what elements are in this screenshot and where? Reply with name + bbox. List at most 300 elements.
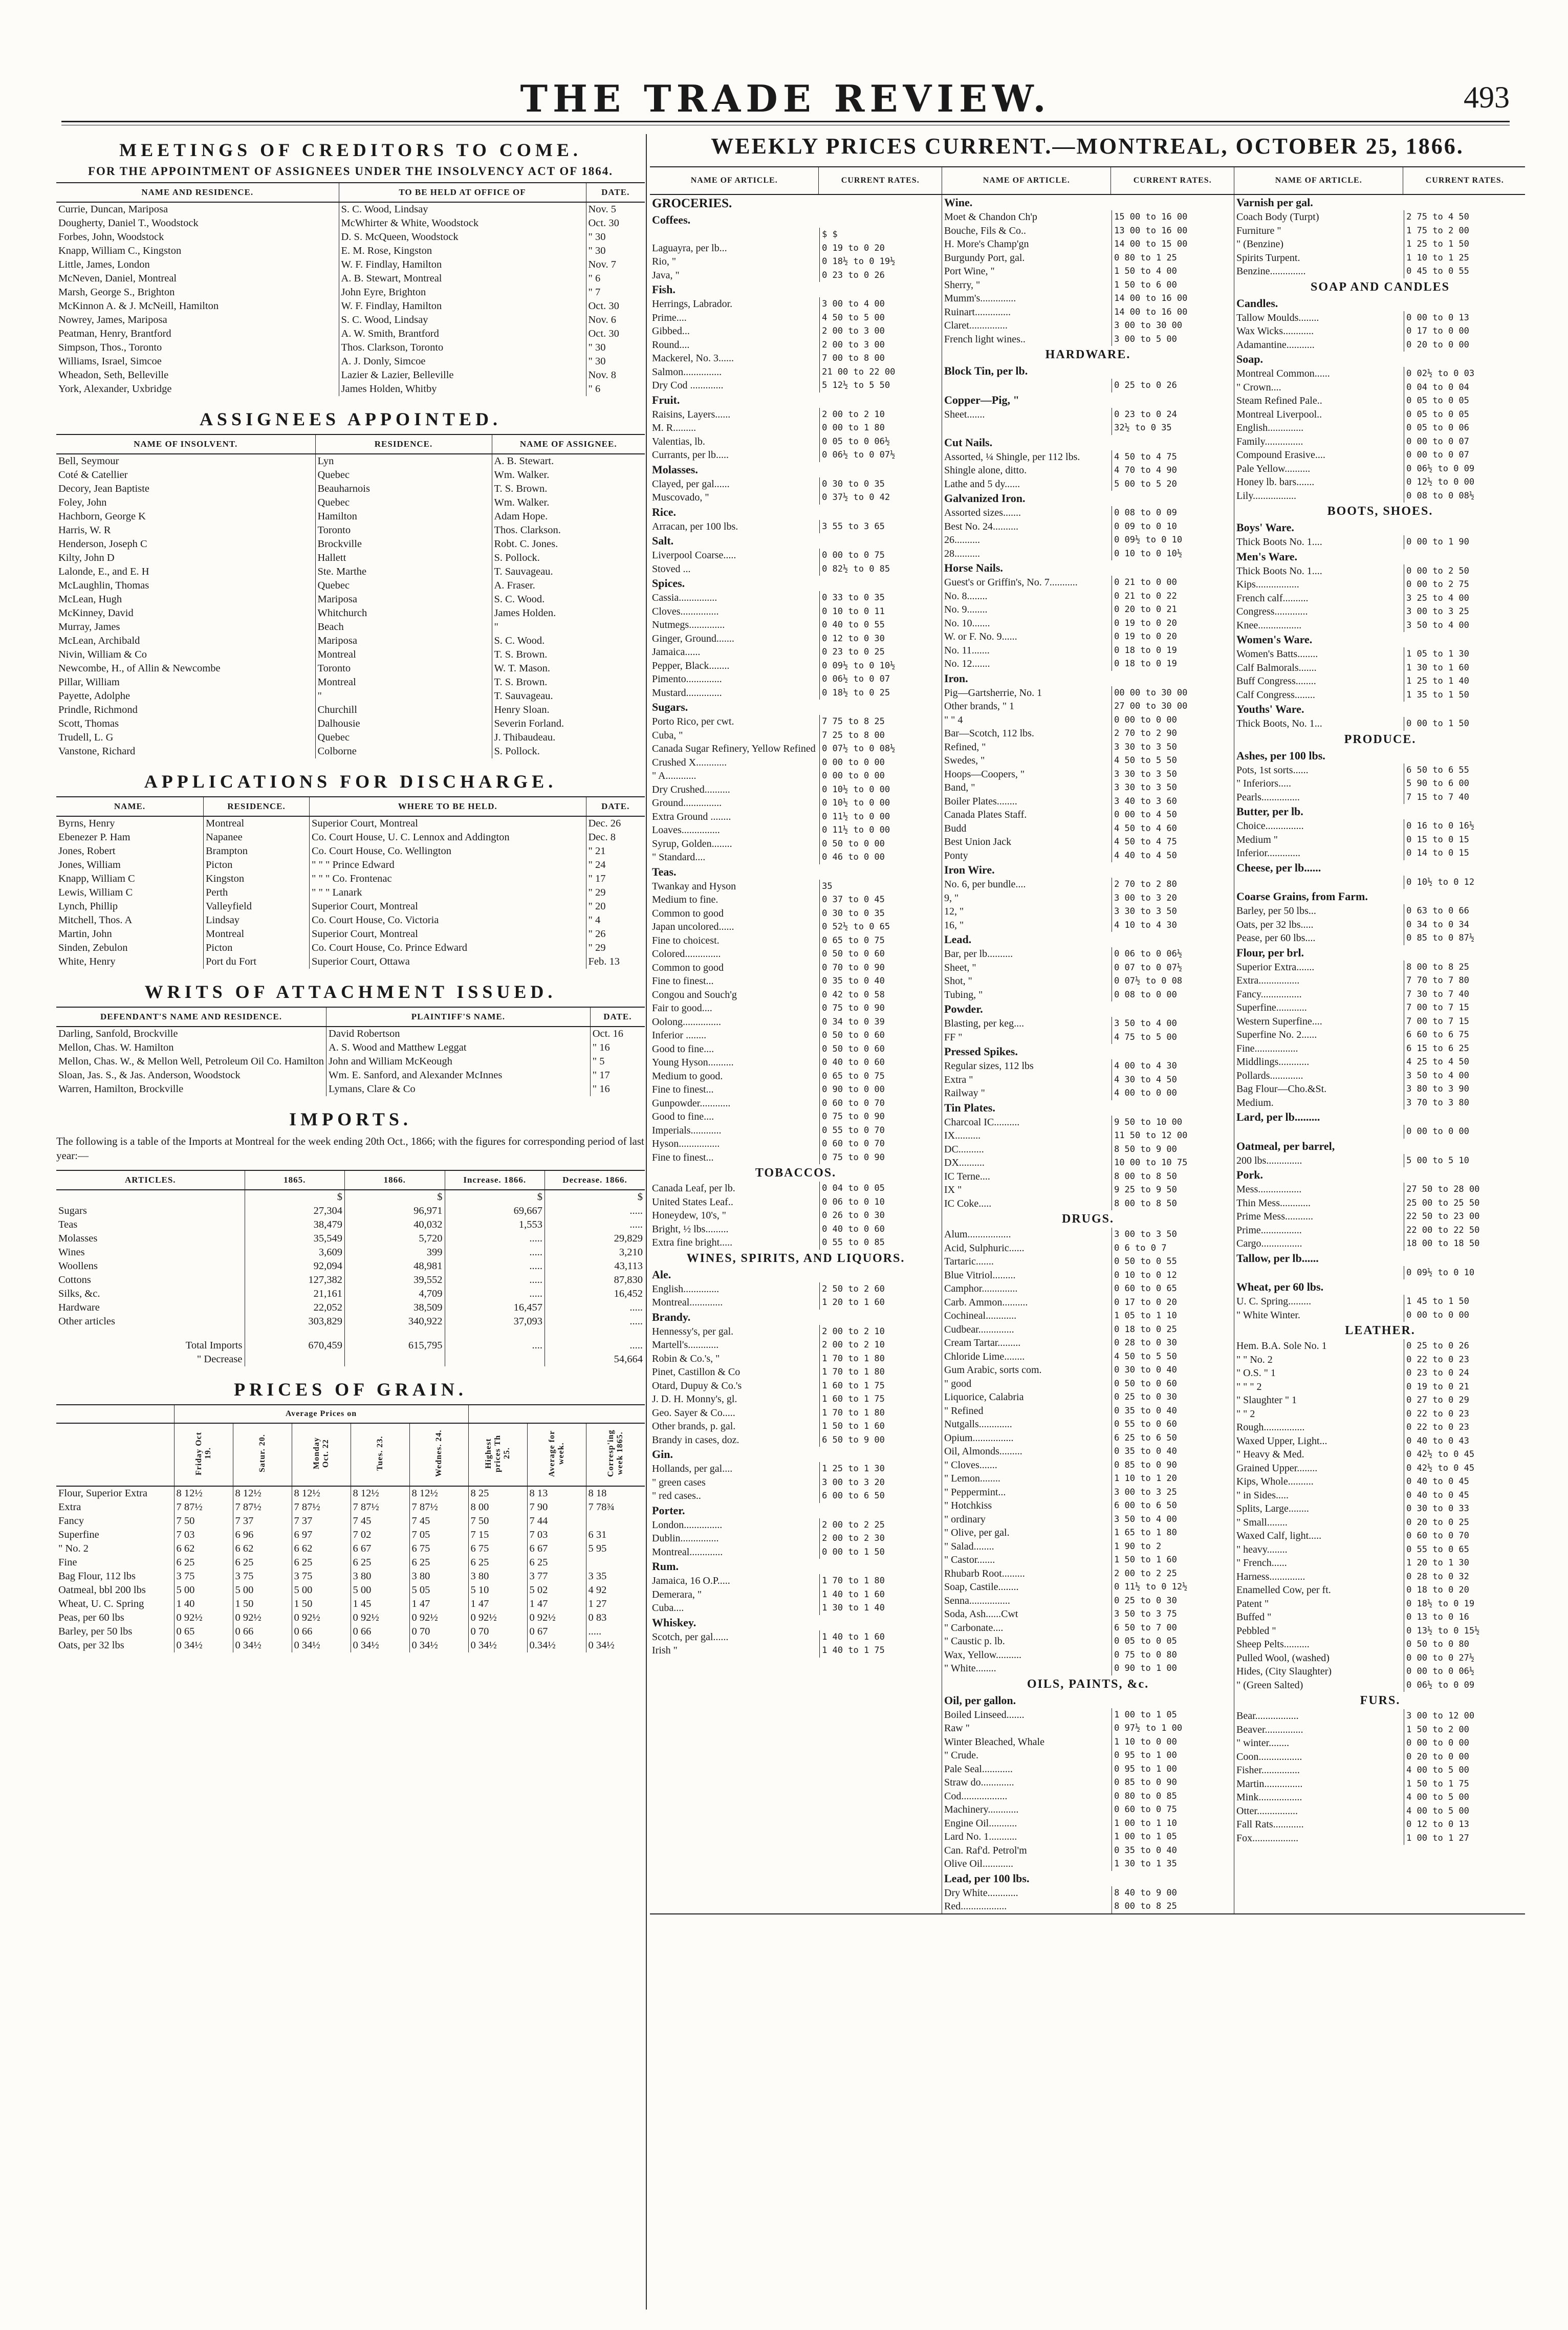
price-rate: 0 45 to 0 55 [1404,265,1525,278]
price-rate: 0 35 to 0 40 [1112,1844,1234,1858]
price-rate: 7 00 to 7 15 [1404,1001,1525,1015]
imports-decrease-cell [445,1353,545,1366]
meetings-subtitle: FOR THE APPOINTMENT OF ASSIGNEES UNDER THE INSOLVENCY ACT OF 1864. [88,165,613,178]
price-article: Crushed X............ [652,756,727,768]
grain-title: PRICES OF GRAIN. [234,1379,467,1400]
page-header [61,77,1510,118]
price-row [942,644,1234,658]
price-subcategory: Fruit. [652,393,680,406]
price-subcategory: Spices. [652,577,685,590]
price-row [650,1282,942,1296]
grain-cell [586,1556,645,1570]
price-row [1234,1462,1525,1475]
grain-cell: 6 75 [409,1542,468,1556]
price-row [650,742,942,756]
price-article: IC Terne.... [944,1170,990,1182]
price-rate: 0 05 to 0 06½ [819,435,942,449]
meetings-cell: Oct. 30 [586,299,645,313]
price-rate: 0 50 to 0 60 [819,947,942,961]
price-rate: 3 50 to 4 00 [1112,1017,1234,1031]
price-rate: 14 00 to 16 00 [1112,292,1234,306]
price-article: English.............. [652,1283,720,1295]
price-rate: 0 20 to 0 25 [1404,1516,1525,1530]
imports-cell: 3,609 [245,1246,345,1259]
price-rate: 0 25 to 0 30 [1112,1390,1234,1404]
price-article: H. More's Champ'gn [944,238,1029,250]
price-rate: 1 50 to 1 60 [1112,1553,1234,1567]
price-article: Cuba.... [652,1602,684,1614]
price-row [942,1296,1234,1310]
price-article: 16, " [944,919,964,931]
price-article: " O.S. " 1 [1236,1367,1276,1379]
price-rate: 0 06½ to 0 07½ [819,448,942,462]
assignees-cell: Mariposa [315,593,492,606]
meetings-row [56,355,645,368]
price-row [650,352,942,365]
discharge-table [56,796,645,969]
price-row [1234,1502,1525,1516]
grain-col-label: Wednes. 24. [434,1429,443,1477]
price-rate: 0 97½ to 1 00 [1112,1722,1234,1735]
price-rate: 0 22 to 0 23 [1404,1353,1525,1367]
imports-total-cell: 615,795 [345,1329,445,1353]
imports-decrease-cell [345,1353,445,1366]
price-row [942,1183,1234,1197]
meetings-cell: Nov. 5 [586,202,645,216]
price-rate: 0 18½ to 0 19 [1404,1597,1525,1611]
price-row [942,408,1234,422]
imports-row [56,1315,645,1329]
price-rate: 0 20 to 0 00 [1404,338,1525,352]
price-rate: 0 07½ to 0 08½ [819,742,942,756]
price-rate: 1 50 to 4 00 [1112,265,1234,278]
price-subcategory: Fish. [652,283,676,296]
price-subcategory: Women's Ware. [1236,633,1313,646]
writs-cell: " 16 [590,1041,645,1055]
price-rate: 1 50 to 2 00 [1404,1723,1525,1737]
price-rate: 0 00 to 1 90 [1404,535,1525,549]
meetings-cell: Dougherty, Daniel T., Woodstock [58,217,199,229]
discharge-section [56,771,645,969]
assignees-cell: T. S. Brown. [492,676,645,689]
price-rate: 8 00 to 8 25 [1404,961,1525,974]
price-row [1234,833,1525,847]
discharge-cell: Co. Court House, Co. Victoria [310,913,586,927]
price-rate: 0 65 to 0 75 [819,934,942,948]
price-rate: 11 50 to 12 00 [1112,1129,1234,1143]
imports-cell: 96,971 [345,1204,445,1218]
price-article: " White Winter. [1236,1309,1300,1321]
assignees-cell: J. Thibaudeau. [492,731,645,745]
price-article: Pearls............... [1236,791,1300,803]
price-row [1234,1183,1525,1196]
price-article: Harness.............. [1236,1571,1305,1582]
price-rate: 0 17 to 0 00 [1404,324,1525,338]
price-article: Honeydew, 10's, " [652,1210,726,1221]
price-row [650,365,942,379]
price-row [650,632,942,646]
price-row [942,590,1234,603]
price-row [650,1209,942,1223]
grain-cell: 7 05 [409,1528,468,1542]
price-rate: 0 25 to 0 26 [1112,379,1234,393]
price-row [942,319,1234,333]
price-article: " White........ [944,1663,996,1674]
price-article: Medium to fine. [652,894,718,905]
price-rate: 7 75 to 8 25 [819,715,942,729]
price-article: " (Benzine) [1236,238,1284,250]
price-rate: 7 15 to 7 40 [1404,791,1525,804]
assignees-row [56,579,645,593]
price-row [650,1124,942,1138]
grain-cell: 6 25 [527,1556,586,1570]
price-row [1234,578,1525,592]
price-row [942,1418,1234,1431]
price-article: Benzine.............. [1236,266,1306,277]
price-article: Good to fine.... [652,1111,714,1122]
price-row [942,1594,1234,1608]
price-article: Extra " [944,1074,973,1085]
price-article: " Crude. [944,1750,979,1761]
price-row [650,715,942,729]
price-article: Splits, Large........ [1236,1503,1309,1514]
imports-decrease-cell: 54,664 [545,1353,645,1366]
price-row [942,1017,1234,1031]
price-article: Sheep Pelts.......... [1236,1639,1310,1650]
imports-table [56,1170,645,1366]
assignees-cell: Payette, Adolphe [58,690,130,702]
assignees-cell: Decory, Jean Baptiste [58,483,149,494]
assignees-cell: Scott, Thomas [58,718,119,729]
assignees-cell: McLean, Archibald [58,635,140,646]
assignees-cell: A. Fraser. [492,579,645,593]
meetings-cell: John Eyre, Brighton [339,286,586,299]
price-subcategory: Iron Wire. [944,863,995,876]
price-row [1234,1570,1525,1584]
discharge-cell: Superior Court, Montreal [310,816,586,831]
price-rate: 0 11½ to 0 00 [819,823,942,837]
discharge-row [56,831,645,844]
price-category: PRODUCE. [1344,732,1417,746]
price-article: Pepper, Black........ [652,660,730,671]
grain-cell: 3 75 [174,1570,233,1583]
price-article: Prime.... [652,312,687,323]
price-article: Lily................. [1236,490,1297,502]
price-rate: 3 70 to 3 80 [1404,1096,1525,1110]
price-article: Buff Congress........ [1236,676,1316,687]
grain-cell: 7 03 [527,1528,586,1542]
imports-cell: 40,032 [345,1218,445,1232]
prices-column-header [650,167,942,195]
price-row [1234,311,1525,325]
price-rate: 4 00 to 4 30 [1112,1059,1234,1073]
price-subcategory: Iron. [944,671,968,685]
price-row [942,822,1234,836]
price-row [650,421,942,435]
price-row [650,1195,942,1209]
price-row [1234,619,1525,633]
price-rate: 0 06½ to 0 09 [1404,1679,1525,1692]
price-row [650,796,942,810]
price-row [1234,1266,1525,1280]
price-subcategory: Teas. [652,865,677,878]
grain-col-header [586,1423,645,1486]
price-rate: 0 11½ to 0 00 [819,810,942,824]
meetings-cell: S. C. Wood, Lindsay [339,202,586,216]
assignees-col-header: NAME OF INSOLVENT. [56,434,315,454]
price-rate: 0 34 to 0 34 [1404,918,1525,932]
price-rate: 0 75 to 0 80 [1112,1648,1234,1662]
price-rate: 7 00 to 8 00 [819,352,942,365]
price-rate: 32½ to 0 35 [1112,421,1234,435]
price-article: Wax Wicks............ [1236,325,1314,337]
price-rate: 3 50 to 4 00 [1404,619,1525,633]
assignees-cell: Prindle, Richmond [58,704,138,715]
grain-cell: 3 75 [292,1570,351,1583]
price-article: Spirits Turpent. [1236,252,1300,264]
price-rate: 0 63 to 0 66 [1404,904,1525,918]
price-rate: 0 23 to 0 25 [819,645,942,659]
price-rate: $ $ [819,228,942,242]
grain-cell: 8 25 [468,1486,527,1500]
grain-cell: 6 25 [233,1556,292,1570]
imports-total-cell: 670,459 [245,1329,345,1353]
price-row [1234,1353,1525,1367]
price-row [942,265,1234,278]
price-article: Fine to finest... [652,975,714,987]
price-row [650,618,942,632]
grain-cell: 3 80 [468,1570,527,1583]
price-article: No. 10....... [944,617,990,629]
grain-cell: 7 37 [233,1514,292,1528]
price-subcategory: Rum. [652,1560,679,1573]
price-article: Thick Boots, No. 1... [1236,718,1322,729]
meetings-row [56,230,645,244]
price-row [650,255,942,269]
imports-cell: 48,981 [345,1259,445,1273]
price-article: Hollands, per gal.... [652,1463,733,1474]
price-row [942,1269,1234,1282]
grain-cell: 0 34½ [468,1639,527,1652]
grain-cell: Fine [58,1557,77,1568]
grain-row [56,1542,645,1556]
price-rate: 0 35 to 0 40 [1112,1445,1234,1458]
meetings-section [56,139,645,396]
meetings-cell: James Holden, Whitby [339,382,586,396]
assignees-row [56,565,645,579]
prices-column [942,167,1234,1913]
left-column [56,133,645,2315]
grain-cell: 3 80 [351,1570,409,1583]
price-row [1234,1543,1525,1557]
price-rate: 8 00 to 8 25 [1112,1900,1234,1913]
price-row [650,338,942,352]
price-row [1234,1804,1525,1818]
price-article [942,379,1112,393]
price-article: Nutgalls............. [944,1419,1012,1430]
price-article: Ruinart.............. [944,306,1011,318]
price-article: Oil, Almonds......... [944,1446,1022,1457]
meetings-cell: A. W. Smith, Brantford [339,327,586,341]
discharge-cell: Co. Court House, Co. Prince Edward [310,941,586,955]
price-row [942,547,1234,561]
price-row [1234,1237,1525,1251]
price-row [650,729,942,743]
price-article: Winter Bleached, Whale [944,1736,1044,1748]
meetings-row [56,299,645,313]
price-rate: 4 50 to 5 00 [819,311,942,325]
prices-column-header [1234,167,1525,195]
price-article: Colored.............. [652,948,721,960]
grain-row [56,1500,645,1514]
price-row [942,1377,1234,1391]
price-row [942,1735,1234,1749]
grain-cell: 6 67 [351,1542,409,1556]
price-rate: 0 09½ to 0 10 [1112,533,1234,547]
price-rate: 4 00 to 5 00 [1404,1791,1525,1804]
price-article: Middlings............ [1236,1056,1310,1068]
grain-cell: " No. 2 [58,1543,89,1554]
price-row [1234,421,1525,435]
price-article: United States Leaf.. [652,1196,733,1208]
prices-current-table [650,166,1525,1914]
price-row [1234,1015,1525,1029]
price-article: Currants, per lb..... [652,449,729,461]
price-article: Boiler Plates........ [944,795,1017,807]
assignees-cell: Beauharnois [315,482,492,496]
price-rate: 4 00 to 5 00 [1404,1804,1525,1818]
meetings-col-header: DATE. [586,183,645,202]
price-rate: 1 40 to 1 75 [819,1644,942,1658]
grain-row [56,1625,645,1639]
price-row [650,1042,942,1056]
assignees-cell: Kilty, John D [58,552,115,563]
price-row [942,506,1234,520]
assignees-cell: McLaughlin, Thomas [58,580,149,591]
price-rate: 1 10 to 1 20 [1112,1472,1234,1486]
grain-cell: 8 12½ [233,1486,292,1500]
meetings-cell: S. C. Wood, Lindsay [339,313,586,327]
imports-row [56,1218,645,1232]
price-row [1234,1638,1525,1651]
price-rate: 7 00 to 7 15 [1404,1015,1525,1029]
discharge-cell: Montreal [204,927,310,941]
price-article: Coon................. [1236,1751,1302,1762]
imports-currency-row [56,1190,645,1204]
price-article: Fancy................ [1236,988,1302,1000]
imports-row [56,1287,645,1301]
price-row [650,961,942,975]
price-article: Bear................. [1236,1710,1299,1722]
grain-cell: 5 02 [527,1583,586,1597]
assignees-cell: Mariposa [315,634,492,648]
price-rate: 0 35 to 0 40 [1112,1404,1234,1418]
grain-row [56,1528,645,1542]
grain-cell: 0 66 [292,1625,351,1639]
prices-name-header: NAME OF ARTICLE. [983,176,1070,185]
grain-cell: 0 92½ [409,1611,468,1625]
price-article: IX.......... [944,1130,981,1141]
price-category: GROCERIES. [652,197,732,210]
grain-cell: 6 97 [292,1528,351,1542]
price-row [942,700,1234,713]
grain-col-label: Corresp'ing week 1865. [606,1429,624,1477]
price-article: Refined, " [944,741,986,753]
price-rate: 0 37½ to 0 42 [819,491,942,505]
prices-rates-header: CURRENT RATES. [1110,167,1234,194]
discharge-row [56,872,645,886]
grain-col-label: Tues. 23. [375,1435,384,1471]
imports-currency: $ [345,1190,445,1204]
price-article: Cloves............... [652,605,719,617]
price-article: Irish " [652,1645,678,1656]
assignees-cell: Dalhousie [315,717,492,731]
price-row [942,237,1234,251]
price-subcategory: Candles. [1236,296,1278,310]
meetings-title: MEETINGS OF CREDITORS TO COME. [119,140,582,160]
price-article: French light wines.. [944,333,1026,345]
grain-cell: 4 92 [586,1583,645,1597]
assignees-cell: S. C. Wood. [492,634,645,648]
price-rate: 0 18½ to 0 25 [819,686,942,700]
price-subcategory: Galvanized Iron. [944,492,1026,505]
meetings-row [56,313,645,327]
writs-section [56,981,645,1096]
imports-currency: $ [445,1190,545,1204]
price-article: Fine to finest... [652,1151,714,1163]
price-subcategory: Molasses. [652,463,698,476]
price-rate: 0 09½ to 0 10½ [819,659,942,673]
price-article: Tubing, " [944,989,983,1000]
price-article: English.............. [1236,422,1304,433]
imports-row [56,1301,645,1315]
grain-cell: 0 70 [468,1625,527,1639]
discharge-cell: Napanee [204,831,310,844]
price-article: Camphor.............. [944,1283,1018,1294]
price-rate: 2 00 to 2 10 [819,1325,942,1339]
price-rate: 6 00 to 6 50 [1112,1499,1234,1513]
grain-cell: 5 00 [292,1583,351,1597]
imports-cell: Molasses [58,1233,98,1244]
price-article: Cochineal............ [944,1310,1017,1321]
price-row [942,617,1234,630]
price-row [650,1223,942,1236]
assignees-cell: Brockville [315,537,492,551]
assignees-cell: Foley, John [58,497,107,508]
assignees-cell: Toronto [315,524,492,537]
price-row [942,1404,1234,1418]
price-row [1234,251,1525,265]
price-article: " Small........ [1236,1516,1288,1528]
price-row [650,605,942,619]
price-category: SOAP AND CANDLES [1310,280,1450,294]
discharge-cell: Superior Court, Montreal [310,927,586,941]
price-rate: 1 05 to 1 10 [1112,1309,1234,1323]
price-article: Buffed " [1236,1612,1272,1623]
price-rate: 2 00 to 2 25 [819,1518,942,1532]
price-row [1234,210,1525,224]
masthead-title: THE TRADE REVIEW. [520,77,1051,120]
price-row [1234,647,1525,661]
price-article: Medium to good. [652,1070,723,1082]
price-article: IX " [944,1184,962,1195]
price-row [942,974,1234,988]
price-row [942,1844,1234,1858]
price-row [650,920,942,934]
price-rate: 5 00 to 5 10 [1404,1154,1525,1168]
price-row [1234,931,1525,945]
grain-cell: 0 83 [586,1611,645,1625]
